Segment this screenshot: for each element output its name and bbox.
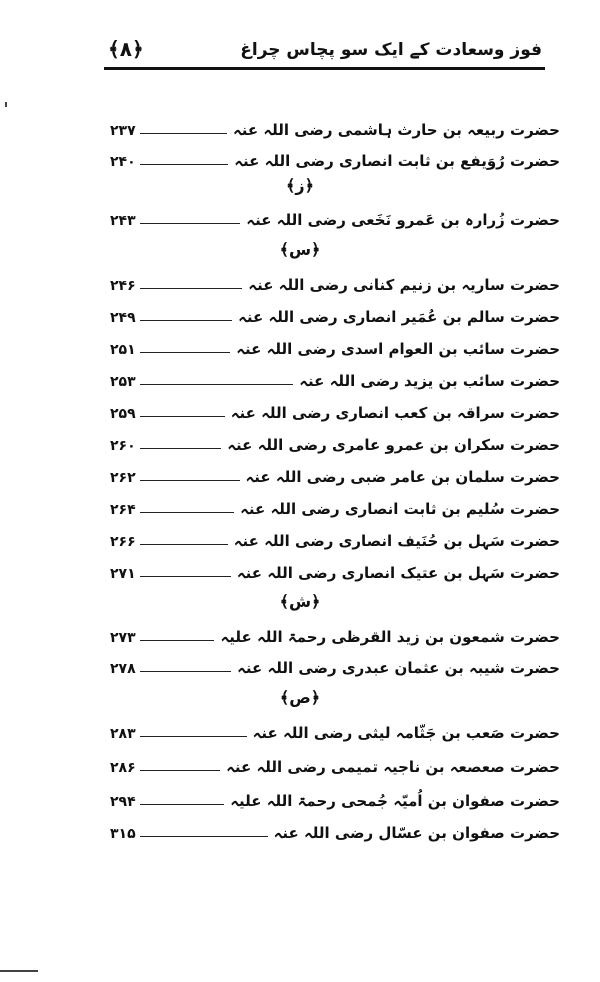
entry-name: حضرت سالم بن عُمَیر انصاری رضی اللہ عنہ bbox=[238, 308, 560, 326]
toc-entry bbox=[110, 494, 560, 518]
leader-line bbox=[140, 416, 225, 417]
scan-speck bbox=[5, 102, 7, 107]
entry-page: ۲۴۳ bbox=[110, 213, 136, 229]
entry-page: ۲۶۰ bbox=[110, 438, 136, 454]
toc-entry bbox=[110, 786, 560, 810]
toc-entry bbox=[110, 622, 560, 646]
leader-line bbox=[140, 480, 240, 481]
entry-name: حضرت ساریہ بن زنیم کنانی رضی اللہ عنہ bbox=[248, 276, 560, 294]
toc-entry bbox=[110, 115, 560, 139]
leader-line bbox=[140, 384, 294, 385]
entry-name: حضرت سکران بن عمرو عامری رضی اللہ عنہ bbox=[227, 436, 560, 454]
toc-entry bbox=[110, 302, 560, 326]
entry-name: حضرت سَہل بن عتیک انصاری رضی اللہ عنہ bbox=[236, 564, 560, 582]
entry-page: ۲۶۴ bbox=[110, 502, 136, 518]
entry-name: حضرت شیبہ بن عثمان عبدری رضی اللہ عنہ bbox=[237, 659, 560, 677]
entry-page: ۲۵۳ bbox=[110, 374, 136, 390]
toc-entry bbox=[110, 462, 560, 486]
section-heading-sd: ﴿ص﴾ bbox=[279, 688, 321, 707]
leader-line bbox=[140, 288, 243, 289]
entry-page: ۲۴۶ bbox=[110, 278, 136, 294]
toc-entry bbox=[110, 752, 560, 776]
leader-line bbox=[140, 804, 225, 805]
toc-entry bbox=[110, 398, 560, 422]
entry-page: ۳۱۵ bbox=[110, 826, 136, 842]
toc-entry bbox=[110, 366, 560, 390]
section-heading-sh: ﴿ش﴾ bbox=[279, 592, 321, 611]
leader-line bbox=[140, 512, 234, 513]
entry-name: حضرت سُلیم بن ثابت انصاری رضی اللہ عنہ bbox=[240, 500, 560, 518]
toc-entry bbox=[110, 718, 560, 742]
entry-name: حضرت سلمان بن عامر ضبی رضی اللہ عنہ bbox=[245, 468, 560, 486]
page-number: ﴿۸﴾ bbox=[108, 37, 144, 61]
leader-line bbox=[140, 836, 268, 837]
entry-page: ۲۴۰ bbox=[110, 154, 136, 170]
leader-line bbox=[140, 352, 231, 353]
entry-page: ۲۹۴ bbox=[110, 794, 136, 810]
entry-page: ۲۵۱ bbox=[110, 342, 136, 358]
leader-line bbox=[140, 736, 247, 737]
entry-page: ۲۵۹ bbox=[110, 406, 136, 422]
entry-name: حضرت صفوان بن عسّال رضی اللہ عنہ bbox=[273, 824, 560, 842]
book-title: فوز وسعادت کے ایک سو پچاس چراغ bbox=[240, 39, 542, 60]
leader-line bbox=[140, 671, 231, 672]
entry-name: حضرت شمعون بن زید القرظی رحمۃ اللہ علیہ bbox=[220, 628, 560, 646]
toc-entry bbox=[110, 558, 560, 582]
leader-line bbox=[140, 320, 232, 321]
entry-page: ۲۸۳ bbox=[110, 726, 136, 742]
leader-line bbox=[140, 164, 229, 165]
entry-name: حضرت سائب بن یزید رضی اللہ عنہ bbox=[299, 372, 560, 390]
toc-entry bbox=[110, 818, 560, 842]
entry-page: ۲۳۷ bbox=[110, 123, 136, 139]
leader-line bbox=[140, 640, 215, 641]
section-heading-z: ﴿ز﴾ bbox=[286, 176, 314, 195]
header-rule bbox=[104, 67, 545, 70]
entry-name: حضرت سائب بن العوام اسدی رضی اللہ عنہ bbox=[236, 340, 560, 358]
leader-line bbox=[140, 770, 220, 771]
leader-line bbox=[140, 223, 241, 224]
leader-line bbox=[140, 576, 231, 577]
toc-entry bbox=[110, 205, 560, 229]
entry-page: ۲۴۹ bbox=[110, 310, 136, 326]
toc-entry bbox=[110, 334, 560, 358]
toc-entry bbox=[110, 653, 560, 677]
entry-name: حضرت سَہل بن حُنَیف انصاری رضی اللہ عنہ bbox=[233, 532, 560, 550]
entry-name: حضرت رُوَیفع بن ثابت انصاری رضی اللہ عنہ bbox=[234, 152, 560, 170]
section-heading-s: ﴿س﴾ bbox=[279, 240, 321, 259]
entry-name: حضرت صَعب بن جَثّامہ لیثی رضی اللہ عنہ bbox=[252, 724, 560, 742]
leader-line bbox=[140, 544, 228, 545]
entry-name: حضرت زُرارہ بن عَمرو نَخَعی رضی اللہ عنہ bbox=[246, 211, 560, 229]
toc-entry bbox=[110, 270, 560, 294]
toc-entry bbox=[110, 430, 560, 454]
entry-page: ۲۸۶ bbox=[110, 760, 136, 776]
page-header bbox=[108, 32, 542, 66]
entry-page: ۲۶۲ bbox=[110, 470, 136, 486]
entry-name: حضرت سراقہ بن کعب انصاری رضی اللہ عنہ bbox=[230, 404, 560, 422]
leader-line bbox=[140, 448, 222, 449]
entry-name: حضرت صفوان بن اُمیّہ جُمحی رحمۃ اللہ علیہ bbox=[230, 792, 560, 810]
entry-page: ۲۷۳ bbox=[110, 630, 136, 646]
entry-page: ۲۷۸ bbox=[110, 661, 136, 677]
toc-entry bbox=[110, 526, 560, 550]
toc-entry bbox=[110, 146, 560, 170]
entry-name: حضرت ربیعہ بن حارث ہاشمی رضی اللہ عنہ bbox=[232, 121, 560, 139]
entry-page: ۲۶۶ bbox=[110, 534, 136, 550]
leader-line bbox=[140, 133, 227, 134]
entry-page: ۲۷۱ bbox=[110, 566, 136, 582]
entry-name: حضرت صعصعہ بن ناجیہ تمیمی رضی اللہ عنہ bbox=[226, 758, 560, 776]
scan-edge-mark bbox=[0, 970, 38, 972]
